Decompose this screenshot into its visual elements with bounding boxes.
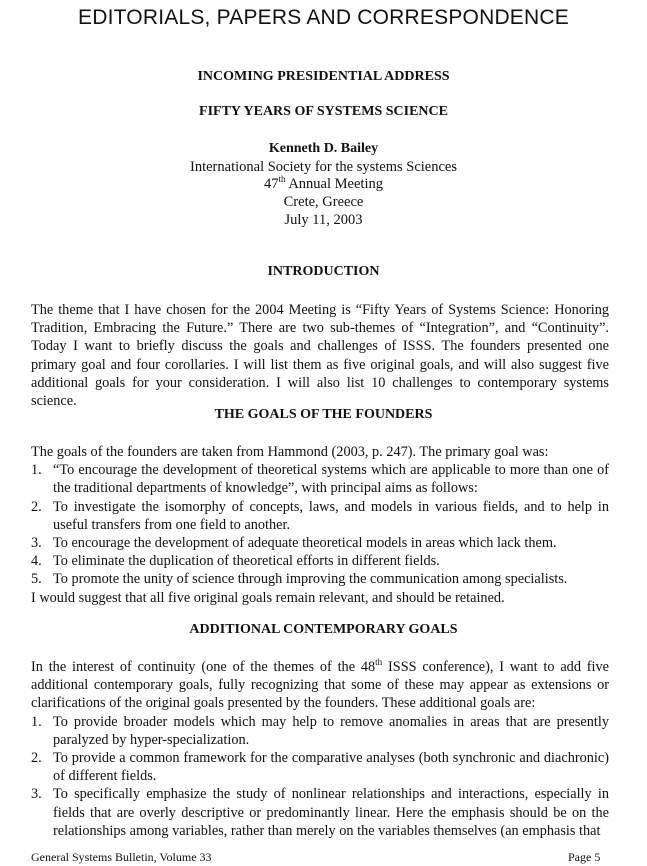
list-item bbox=[31, 461, 609, 497]
footer-page-number: Page 5 bbox=[568, 850, 601, 864]
meeting-line bbox=[0, 176, 647, 193]
list-item bbox=[31, 749, 609, 785]
list-item-number: 1. bbox=[31, 713, 42, 730]
introduction-paragraph bbox=[31, 301, 609, 410]
list-item-text: “To encourage the development of theoretical systems which are applicable to more than one of the traditional departments of knowledge”, with principal aims as follows: bbox=[53, 462, 609, 497]
article-subtitle: FIFTY YEARS OF SYSTEMS SCIENCE bbox=[199, 104, 448, 119]
meeting-date: July 11, 2003 bbox=[284, 212, 363, 228]
founders-goals-list bbox=[31, 461, 609, 588]
list-item-text: To provide a common framework for the comparative analyses (both synchronic and diachronic) of different fields. bbox=[53, 750, 609, 785]
additional-goals-intro bbox=[31, 658, 609, 713]
author-affiliation: International Society for the systems Sciences bbox=[190, 159, 457, 175]
founders-goals-body bbox=[31, 443, 609, 607]
list-item-text: To eliminate the duplication of theoretical efforts in different fields. bbox=[53, 553, 440, 570]
meeting-rest: Annual Meeting bbox=[285, 176, 383, 192]
intro-post: ISSS conference), I want to add five additional contemporary goals, fully recognizing that some of these may appear as extensions or clarifications of the original goals presented by the founders. These additional goals are: bbox=[31, 659, 609, 712]
introduction-text: The theme that I have chosen for the 2004 Meeting is “Fifty Years of Systems Science: Honoring Tradition, Embracing the Future.” There are two sub-themes of “Integration”, and “Continuity”. Today I want to briefly discuss the goals and challenges of ISSS. The founders presented one primary goal and four corollaries. I will list them as five original goals, and will also suggest five additional goals for your consideration. I will also list 10 challenges to contemporary systems science. bbox=[31, 302, 609, 410]
list-item-number: 5. bbox=[31, 571, 42, 588]
founders-goals-closing: I would suggest that all five original goals remain relevant, and should be retained. bbox=[31, 589, 505, 606]
footer-journal: General Systems Bulletin, Volume 33 bbox=[31, 850, 212, 864]
list-item bbox=[31, 498, 609, 534]
list-item-number: 3. bbox=[31, 786, 42, 803]
list-item-number: 1. bbox=[31, 462, 42, 479]
meeting-number: 47 bbox=[264, 176, 279, 192]
intro-superscript: th bbox=[375, 657, 383, 668]
introduction-heading: INTRODUCTION bbox=[267, 264, 380, 279]
list-item-number: 3. bbox=[31, 535, 42, 552]
list-item bbox=[31, 785, 609, 840]
meeting-suffix: th bbox=[278, 174, 286, 185]
additional-goals-list bbox=[31, 713, 609, 840]
meeting-location: Crete, Greece bbox=[283, 194, 364, 210]
founders-goals-intro: The goals of the founders are taken from Hammond (2003, p. 247). The primary goal was: bbox=[31, 444, 549, 460]
section-header: EDITORIALS, PAPERS AND CORRESPONDENCE bbox=[78, 6, 569, 29]
founders-goals-heading: THE GOALS OF THE FOUNDERS bbox=[214, 407, 433, 422]
list-item-text: To encourage the development of adequate theoretical models in areas which lack them. bbox=[53, 535, 557, 552]
author-name: Kenneth D. Bailey bbox=[268, 141, 379, 156]
list-item-number: 2. bbox=[31, 498, 42, 515]
additional-goals-heading: ADDITIONAL CONTEMPORARY GOALS bbox=[189, 622, 458, 637]
article-title: INCOMING PRESIDENTIAL ADDRESS bbox=[197, 69, 450, 84]
list-item-text: To investigate the isomorphy of concepts, laws, and models in various fields, and to help in useful transfers from one field to another. bbox=[53, 498, 609, 533]
list-item-text: To provide broader models which may help to remove anomalies in areas that are presently paralyzed by hyper-specialization. bbox=[53, 713, 609, 748]
list-item-number: 4. bbox=[31, 553, 42, 570]
list-item bbox=[31, 570, 609, 588]
intro-pre: In the interest of continuity (one of the themes of the 48 bbox=[31, 659, 376, 675]
list-item-text: To specifically emphasize the study of nonlinear relationships and interactions, especially in fields that are overly descriptive or predominantly linear. Here the emphasis should be on the relationships among variables, rather than merely on the variables themselves (an emphasis that bbox=[53, 786, 609, 839]
list-item bbox=[31, 552, 609, 570]
list-item-number: 2. bbox=[31, 750, 42, 767]
additional-goals-body bbox=[31, 658, 609, 840]
list-item-text: To promote the unity of science through improving the communication among specialists. bbox=[53, 571, 568, 588]
list-item bbox=[31, 534, 609, 552]
list-item bbox=[31, 713, 609, 749]
